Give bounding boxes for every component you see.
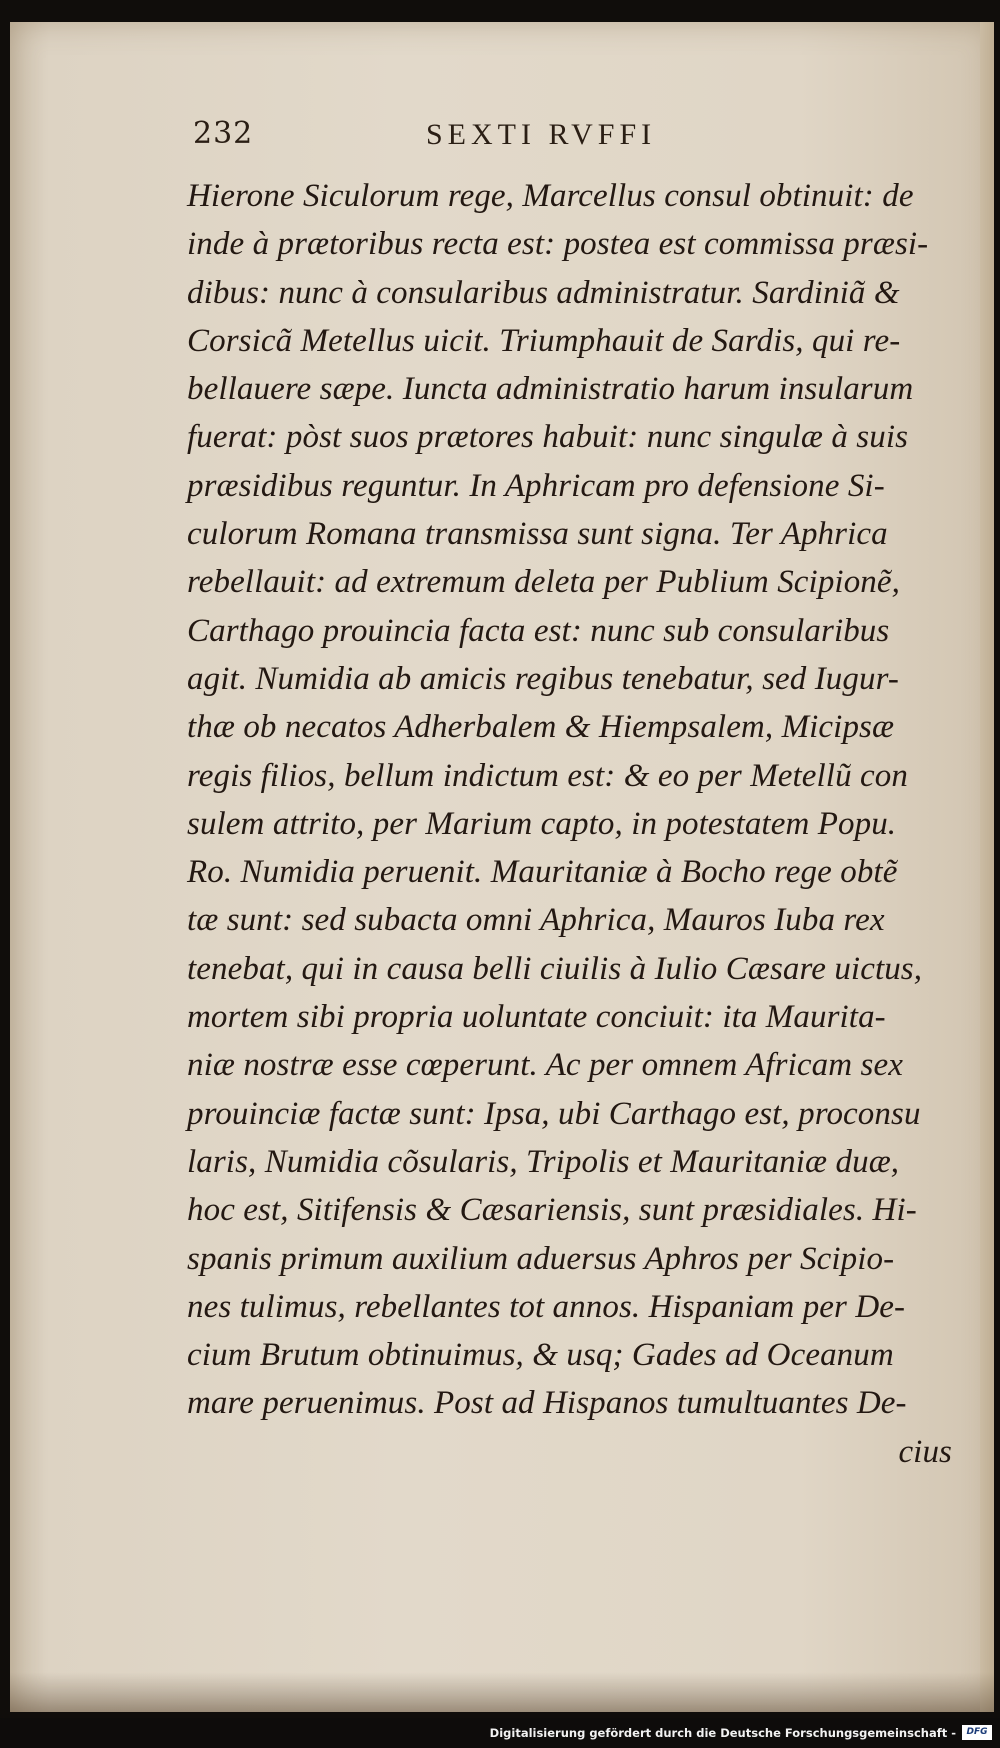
text-line: niæ nostræ esse cœperunt. Ac per omnem Africam sex [187, 1047, 903, 1084]
text-line: regis filios, bellum indictum est: & eo per Metellũ con [187, 757, 908, 794]
text-line: Corsicã Metellus uicit. Triumphauit de Sardis, qui re- [187, 322, 901, 359]
text-line: Hierone Siculorum rege, Marcellus consul obtinuit: de [187, 178, 914, 214]
text-line: dibus: nunc à consularibus administratur. Sardiniã & [187, 274, 900, 311]
running-title: SEXTI RVFFI [426, 118, 657, 151]
page-number: 232 [193, 116, 254, 151]
text-line: Carthago prouincia facta est: nunc sub consularibus [187, 612, 890, 649]
text-line: nes tulimus, rebellantes tot annos. Hispaniam per De- [187, 1288, 906, 1325]
text-line: rebellauit: ad extremum deleta per Publium Scipionẽ, [187, 564, 900, 601]
text-line: hoc est, Sitifensis & Cæsariensis, sunt præsidiales. Hi- [187, 1192, 917, 1229]
text-line: præsidibus reguntur. In Aphricam pro defensione Si- [187, 467, 885, 504]
dfg-logo: DFG [962, 1725, 992, 1740]
text-line: spanis primum auxilium aduersus Aphros per Scipio- [187, 1240, 895, 1277]
text-line: prouinciæ factæ sunt: Ipsa, ubi Carthago est, proconsu [187, 1095, 921, 1132]
text-line: tenebat, qui in causa belli ciuilis à Iulio Cæsare uictus, [187, 950, 923, 987]
text-line: tæ sunt: sed subacta omni Aphrica, Mauros Iuba rex [187, 902, 885, 939]
text-line: culorum Romana transmissa sunt signa. Ter Aphrica [187, 516, 888, 553]
running-head [0, 102, 1000, 162]
text-line: Ro. Numidia peruenit. Mauritaniæ à Bocho rege obtẽ [187, 854, 898, 891]
text-line: bellauere sæpe. Iuncta administratio harum insularum [187, 371, 914, 408]
catchword: cius [898, 1433, 952, 1470]
text-line: inde à prætoribus recta est: postea est commissa præsi- [187, 226, 929, 263]
text-block [187, 172, 957, 1476]
text-line: fuerat: pòst suos prætores habuit: nunc singulæ à suis [187, 419, 909, 456]
text-line: cium Brutum obtinuimus, & usq; Gades ad Oceanum [187, 1337, 894, 1374]
text-line: sulem attrito, per Marium capto, in potestatem Popu. [187, 805, 897, 842]
page-fore-edge [980, 22, 994, 1712]
text-line: agit. Numidia ab amicis regibus tenebatur, sed Iugur- [187, 660, 899, 697]
text-line: thæ ob necatos Adherbalem & Hiempsalem, Micipsæ [187, 709, 895, 746]
text-line: mortem sibi propria uoluntate conciuit: ita Maurita- [187, 999, 886, 1036]
footer-bar [0, 1718, 1000, 1748]
footer-credit: Digitalisierung gefördert durch die Deutsche Forschungsgemeinschaft - [489, 1726, 956, 1740]
page-shadow [10, 1672, 994, 1712]
text-line: mare peruenimus. Post ad Hispanos tumultuantes De- [187, 1385, 907, 1422]
text-line: laris, Numidia cõsularis, Tripolis et Mauritaniæ duæ, [187, 1143, 900, 1180]
